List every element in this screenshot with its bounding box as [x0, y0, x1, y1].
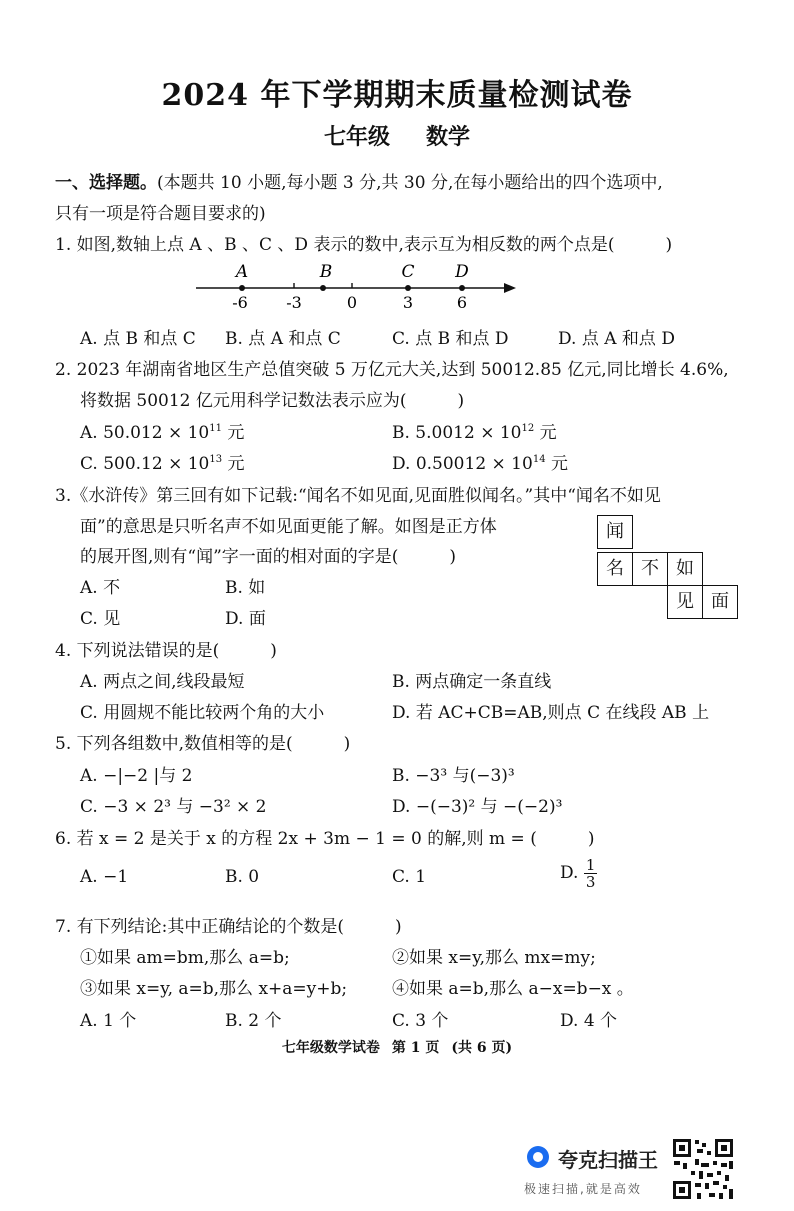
q6-option-a: A. −1 [80, 867, 129, 887]
page-title: 2024 年下学期期末质量检测试卷 [161, 78, 633, 113]
q6-option-c: C. 1 [392, 867, 427, 887]
tick-label: -3 [286, 293, 302, 312]
q4-option-d: D. 若 AC+CB=AB,则点 C 在线段 AB 上 [392, 703, 710, 723]
q2-option-b: B. $5.0012 \times 10^{12}$ 元 [392, 423, 557, 443]
q2-option-c: C. $500.12 \times 10^{13}$ 元 [80, 454, 245, 474]
q3-option-c: C. 见 [80, 609, 121, 629]
footer-paper: 七年级数学试卷 [281, 1040, 380, 1056]
q6-option-d: D. $\frac{1}{3}$ [560, 856, 596, 891]
subject-label: 数学 [426, 124, 471, 150]
tick-label: 0 [346, 293, 358, 312]
section-note: (本题共 10 小题,每小题 3 分,共 30 分,在每小题给出的四个选项中, [157, 173, 663, 193]
q7-statement-1: ①如果 am=bm,那么 a=b; [80, 948, 290, 968]
q4-option-c: C. 用圆规不能比较两个角的大小 [80, 703, 325, 723]
q7-option-c: C. 3 个 [392, 1011, 449, 1031]
section-note-cont: 只有一项是符合题目要求的) [55, 204, 266, 224]
footer-total: (共 6 页) [451, 1040, 513, 1056]
q3-option-a: A. 不 [80, 578, 121, 598]
cube-face: 面 [702, 585, 738, 619]
q4-option-a: A. 两点之间,线段最短 [80, 672, 245, 692]
q3-stem-line2: 面”的意思是只听名声不如见面更能了解。如图是正方体 [80, 517, 497, 537]
q5-option-c: C. −3 × 2³ 与 −3² × 2 [80, 797, 267, 817]
qr-code-icon [671, 1137, 735, 1201]
q1-option-a: A. 点 B 和点 C [80, 329, 196, 349]
section-heading [55, 168, 663, 193]
section-title: 一、选择题。 [55, 173, 157, 193]
q6-option-b: B. 0 [225, 867, 260, 887]
scanner-logo-icon [527, 1146, 549, 1168]
q2-stem-line1: 2. 2023 年湖南省地区生产总值突破 5 万亿元大关,达到 50012.85 亿元,同比增长 4.6%, [55, 360, 729, 380]
q5-option-d: D. −(−3)² 与 −(−2)³ [392, 797, 563, 817]
q4-option-b: B. 两点确定一条直线 [392, 672, 552, 692]
q7-stem: 7. 有下列结论:其中正确结论的个数是( ) [55, 917, 402, 937]
point-label-c: C [401, 262, 415, 282]
q7-statement-4: ④如果 a=b,那么 a−x=b−x 。 [392, 979, 634, 999]
q7-statement-2: ②如果 x=y,那么 mx=my; [392, 948, 596, 968]
q1-option-b: B. 点 A 和点 C [225, 329, 341, 349]
cube-face: 不 [632, 552, 668, 586]
point-d-dot [459, 285, 465, 291]
point-label-d: D [455, 262, 469, 282]
scanner-brand: 夸克扫描王 [558, 1148, 658, 1172]
point-b-dot [320, 285, 326, 291]
tick-label: 3 [402, 293, 414, 312]
q7-option-d: D. 4 个 [560, 1011, 618, 1031]
q3-option-b: B. 如 [225, 578, 266, 598]
q1-number-line [190, 260, 520, 316]
point-label-b: B [319, 262, 333, 282]
q5-option-a: A. −|−2 |与 2 [80, 766, 193, 786]
q1-option-d: D. 点 A 和点 D [558, 329, 675, 349]
cube-face: 闻 [597, 515, 633, 549]
tick-label: -6 [232, 293, 248, 312]
footer-page: 第 1 页 [391, 1040, 440, 1056]
cube-face: 名 [597, 552, 633, 586]
q2-stem-line2: 将数据 50012 亿元用科学记数法表示应为( ) [80, 391, 465, 411]
q4-stem: 4. 下列说法错误的是( ) [55, 641, 277, 661]
q1-stem: 1. 如图,数轴上点 A 、B 、C 、D 表示的数中,表示互为相反数的两个点是( ) [55, 235, 673, 255]
cube-face: 见 [667, 585, 703, 619]
q5-stem: 5. 下列各组数中,数值相等的是( ) [55, 734, 351, 754]
page-footer [0, 1037, 794, 1057]
grade-label: 七年级 [323, 124, 390, 150]
axis-arrow [504, 283, 516, 293]
point-label-a: A [235, 262, 249, 282]
q2-option-a: A. $50.012 \times 10^{11}$ 元 [80, 423, 245, 443]
point-c-dot [405, 285, 411, 291]
q3-stem-line1: 3.《水浒传》第三回有如下记载:“闻名不如见面,见面胜似闻名。”其中“闻名不如见 [55, 486, 661, 506]
cube-face: 如 [667, 552, 703, 586]
point-a-dot [239, 285, 245, 291]
page-subtitle [0, 120, 794, 151]
tick-label: 6 [456, 293, 468, 312]
fraction: $\frac{1}{3}$ [585, 856, 596, 891]
q1-option-c: C. 点 B 和点 D [392, 329, 509, 349]
scanner-slogan: 极速扫描,就是高效 [524, 1182, 642, 1196]
q7-statement-3: ③如果 x=y, a=b,那么 x+a=y+b; [80, 979, 348, 999]
q7-option-b: B. 2 个 [225, 1011, 282, 1031]
q5-option-b: B. −3³ 与(−3)³ [392, 766, 515, 786]
q2-option-d: D. $0.50012 \times 10^{14}$ 元 [392, 454, 568, 474]
q6-stem: 6. 若 x = 2 是关于 x 的方程 2x + 3m − 1 = 0 的解,则 m = ( ) [55, 829, 595, 849]
q3-option-d: D. 面 [225, 609, 266, 629]
q7-option-a: A. 1 个 [80, 1011, 137, 1031]
q3-stem-line3: 的展开图,则有“闻”字一面的相对面的字是( ) [80, 547, 457, 567]
